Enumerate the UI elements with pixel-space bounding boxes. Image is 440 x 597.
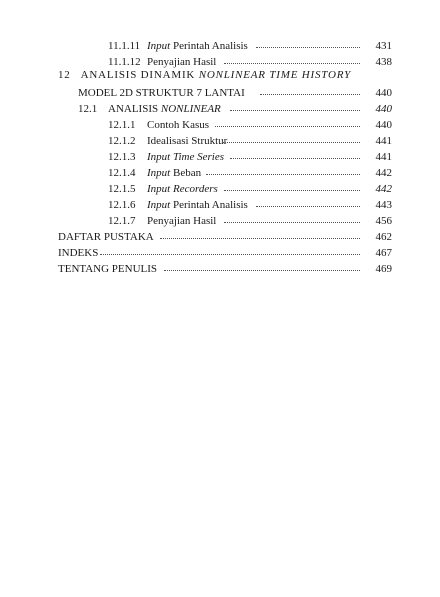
toc-entry-number: 12.1 bbox=[78, 103, 98, 115]
toc-entry-number: 11.1.12 bbox=[108, 56, 141, 68]
toc-entry[interactable] bbox=[0, 245, 440, 261]
toc-entry-number: 12.1.1 bbox=[108, 119, 136, 131]
toc-entry-number: 11.1.11 bbox=[108, 40, 141, 52]
toc-entry-title: Idealisasi Struktur bbox=[147, 135, 228, 147]
toc-entry-title-italic: Input bbox=[147, 167, 171, 179]
toc-entry-page: 462 bbox=[375, 231, 392, 243]
toc-entry-page: 467 bbox=[375, 247, 392, 259]
toc-entry-page: 469 bbox=[375, 263, 392, 275]
toc-entry-number: 12.1.6 bbox=[108, 199, 136, 211]
dot-leader bbox=[215, 126, 360, 127]
dot-leader bbox=[222, 142, 360, 143]
toc-entry-page: 441 bbox=[375, 151, 392, 163]
dot-leader bbox=[256, 206, 360, 207]
dot-leader bbox=[260, 94, 360, 95]
toc-entry-number: 12.1.4 bbox=[108, 167, 136, 179]
dot-leader bbox=[206, 174, 360, 175]
toc-entry-title-italic: NONLINEAR bbox=[160, 103, 221, 115]
toc-entry-title bbox=[147, 165, 201, 181]
toc-entry-title: TENTANG PENULIS bbox=[58, 263, 158, 275]
toc-entry-title bbox=[147, 38, 248, 54]
dot-leader bbox=[160, 238, 360, 239]
dot-leader bbox=[230, 110, 360, 111]
toc-chapter-title-a: ANALISIS DINAMIK bbox=[80, 69, 199, 81]
toc-entry-title bbox=[108, 101, 221, 117]
toc-entry-title: Penyajian Hasil bbox=[147, 215, 217, 227]
toc-entry-page: 442 bbox=[375, 167, 392, 179]
toc-entry-page: 440 bbox=[375, 87, 392, 99]
toc-entry-title: Penyajian Hasil bbox=[147, 56, 217, 68]
toc-entry-page: 440 bbox=[375, 103, 392, 115]
toc-entry-number: 12.1.7 bbox=[108, 215, 136, 227]
toc-entry[interactable] bbox=[0, 213, 440, 229]
dot-leader bbox=[224, 63, 360, 64]
toc-entry-title: Input Time Series bbox=[147, 151, 224, 163]
toc-entry[interactable] bbox=[0, 197, 440, 213]
toc-chapter-title-italic: NONLINEAR TIME HISTORY bbox=[198, 69, 351, 81]
dot-leader bbox=[224, 190, 360, 191]
toc-entry-title-a: ANALISIS bbox=[108, 103, 161, 115]
toc-entry-page: 438 bbox=[375, 56, 392, 68]
toc-entry-title-rest: Perintah Analisis bbox=[170, 199, 248, 211]
toc-chapter-title-c: MODEL 2D STRUKTUR 7 LANTAI bbox=[78, 87, 245, 99]
toc-chapter-title-line2 bbox=[0, 85, 440, 101]
toc-entry-title: Contoh Kasus bbox=[147, 119, 210, 131]
toc-entry[interactable] bbox=[0, 165, 440, 181]
toc-chapter-title-line1 bbox=[58, 67, 351, 83]
toc-entry-page: 442 bbox=[375, 183, 392, 195]
dot-leader bbox=[164, 270, 360, 271]
toc-entry[interactable] bbox=[0, 117, 440, 133]
toc-entry[interactable] bbox=[0, 149, 440, 165]
dot-leader bbox=[100, 254, 360, 255]
toc-entry[interactable] bbox=[0, 229, 440, 245]
toc-entry-title-rest: Perintah Analisis bbox=[170, 40, 248, 52]
dot-leader bbox=[230, 158, 360, 159]
toc-entry-number: 12.1.3 bbox=[108, 151, 136, 163]
toc-section-entry[interactable] bbox=[0, 101, 440, 117]
toc-entry[interactable] bbox=[0, 38, 440, 54]
toc-entry[interactable] bbox=[0, 261, 440, 277]
toc-entry-title: DAFTAR PUSTAKA bbox=[58, 231, 154, 243]
toc-entry-page: 441 bbox=[375, 135, 392, 147]
toc-entry-title: Input Recorders bbox=[147, 183, 218, 195]
toc-entry[interactable] bbox=[0, 133, 440, 149]
toc-entry-number: 12.1.5 bbox=[108, 183, 136, 195]
toc-entry-page: 443 bbox=[375, 199, 392, 211]
toc-entry-title-italic: Input bbox=[147, 40, 171, 52]
dot-leader bbox=[256, 47, 360, 48]
toc-entry-number: 12.1.2 bbox=[108, 135, 136, 147]
toc-entry-title bbox=[147, 197, 248, 213]
toc-entry-page: 440 bbox=[375, 119, 392, 131]
toc-entry-page: 431 bbox=[375, 40, 392, 52]
toc-entry-title-italic: Input bbox=[147, 199, 171, 211]
toc-entry[interactable] bbox=[0, 181, 440, 197]
toc-entry-title-rest: Beban bbox=[170, 167, 202, 179]
dot-leader bbox=[224, 222, 360, 223]
toc-entry-number: 12 bbox=[58, 69, 71, 81]
toc-entry-page: 456 bbox=[375, 215, 392, 227]
toc-entry-title: INDEKS bbox=[58, 247, 99, 259]
